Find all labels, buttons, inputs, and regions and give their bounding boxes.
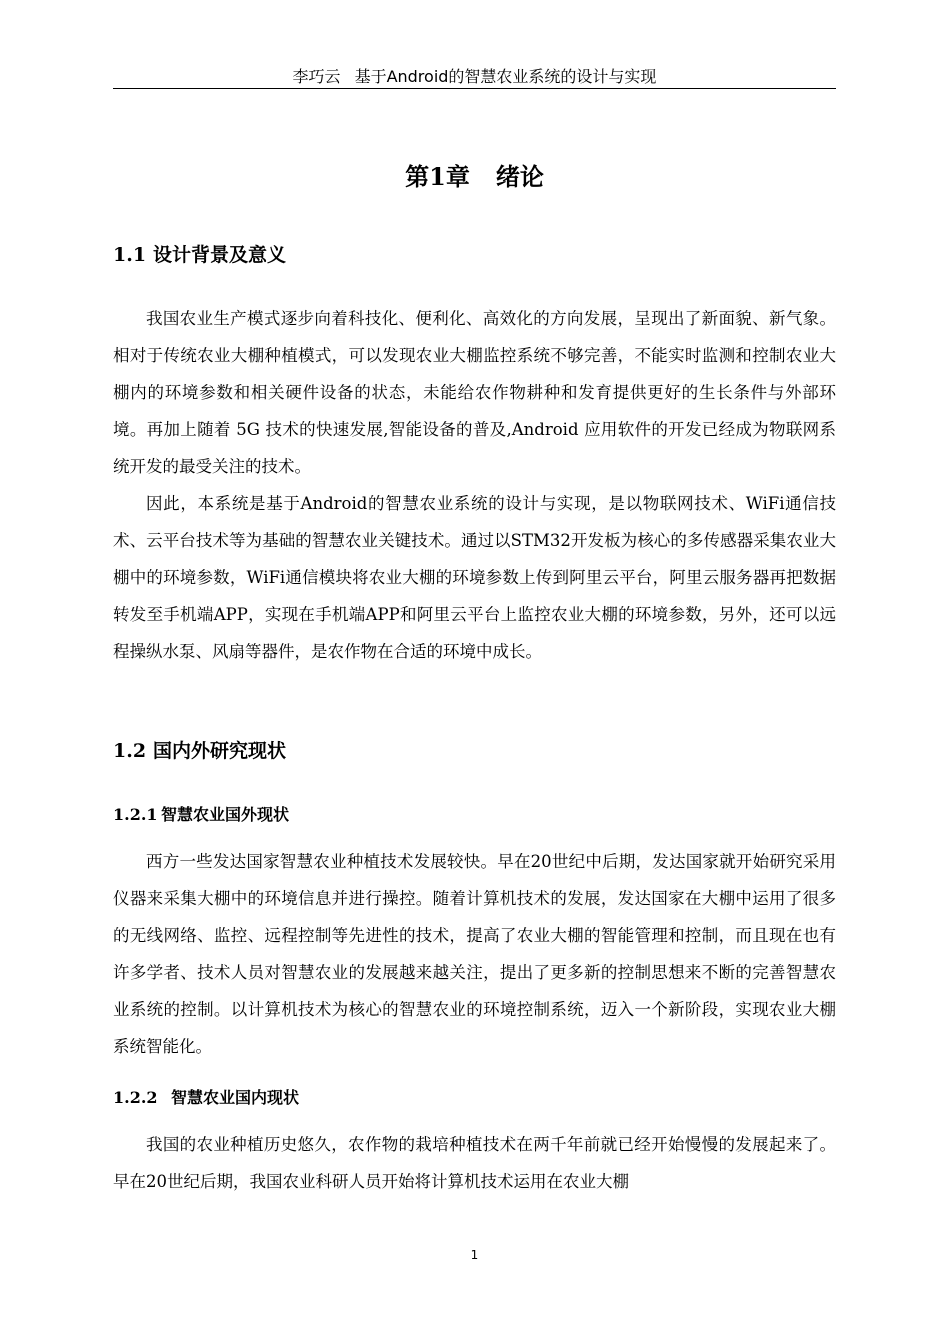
subsection-title: 智慧农业国外现状 xyxy=(161,805,290,824)
section-heading-1-2 xyxy=(113,737,286,765)
paragraph-1-2-1: 西方一些发达国家智慧农业种植技术发展较快。早在20世纪中后期，发达国家就开始研究采用仪器来采集大棚中的环境信息并进行操控。随着计算机技术的发展，发达国家在大棚中运用了很多的无线网络、监控、远程控制等先进性的技术，提高了农业大棚的智能管理和控制，而且现在也有许多学者、技术人员对智慧农业的发展越来越关注，提出了更多新的控制思想来不断的完善智慧农业系统的控制。以计算机技术为核心的智慧农业的环境控制系统，迈入一个新阶段，实现农业大棚系统智能化。 xyxy=(113,852,836,1056)
header-author: 李巧云 xyxy=(292,67,341,86)
header-thesis-title: 基于Android的智慧农业系统的设计与实现 xyxy=(354,67,657,86)
paragraph-1-2-2: 我国的农业种植历史悠久，农作物的栽培种植技术在两千年前就已经开始慢慢的发展起来了。早在20世纪后期，我国农业科研人员开始将计算机技术运用在农业大棚 xyxy=(113,1135,836,1191)
paragraph-1-1-a: 我国农业生产模式逐步向着科技化、便利化、高效化的方向发展，呈现出了新面貌、新气象。相对于传统农业大棚种植模式，可以发现农业大棚监控系统不够完善，不能实时监测和控制农业大棚内的环境参数和相关硬件设备的状态，未能给农作物耕种和发育提供更好的生长条件与外部环境。再加上随着 5G 技术的快速发展,智能设备的普及,Android 应用软件的开发已经成为物联网系统开发的最受关注的技术。 xyxy=(113,309,836,476)
header-rule xyxy=(113,88,836,89)
chapter-title xyxy=(113,160,836,194)
subsection-number: 1.2.1 xyxy=(113,805,158,824)
page-number: 1 xyxy=(470,1248,479,1262)
subsection-heading-1-2-2 xyxy=(113,1086,299,1110)
section-title: 国内外研究现状 xyxy=(153,740,287,762)
paragraph-1-1-b: 因此，本系统是基于Android的智慧农业系统的设计与实现，是以物联网技术、WiFi通信技术、云平台技术等为基础的智慧农业关键技术。通过以STM32开发板为核心的多传感器采集农业大棚中的环境参数，WiFi通信模块将农业大棚的环境参数上传到阿里云平台，阿里云服务器再把数据转发至手机端APP，实现在手机端APP和阿里云平台上监控农业大棚的环境参数，另外，还可以远程操纵水泵、风扇等器件，是农作物在合适的环境中成长。 xyxy=(113,494,836,661)
running-header xyxy=(113,66,836,88)
chapter-number: 第1章 xyxy=(405,162,470,191)
section-heading-1-1 xyxy=(113,241,286,269)
section-number: 1.1 xyxy=(113,244,147,266)
section-title: 设计背景及意义 xyxy=(153,244,287,266)
chapter-name: 绪论 xyxy=(495,162,544,191)
subsection-title: 智慧农业国内现状 xyxy=(171,1088,300,1107)
subsection-heading-1-2-1 xyxy=(113,803,289,827)
subsection-number: 1.2.2 xyxy=(113,1088,158,1107)
section-number: 1.2 xyxy=(113,740,147,762)
